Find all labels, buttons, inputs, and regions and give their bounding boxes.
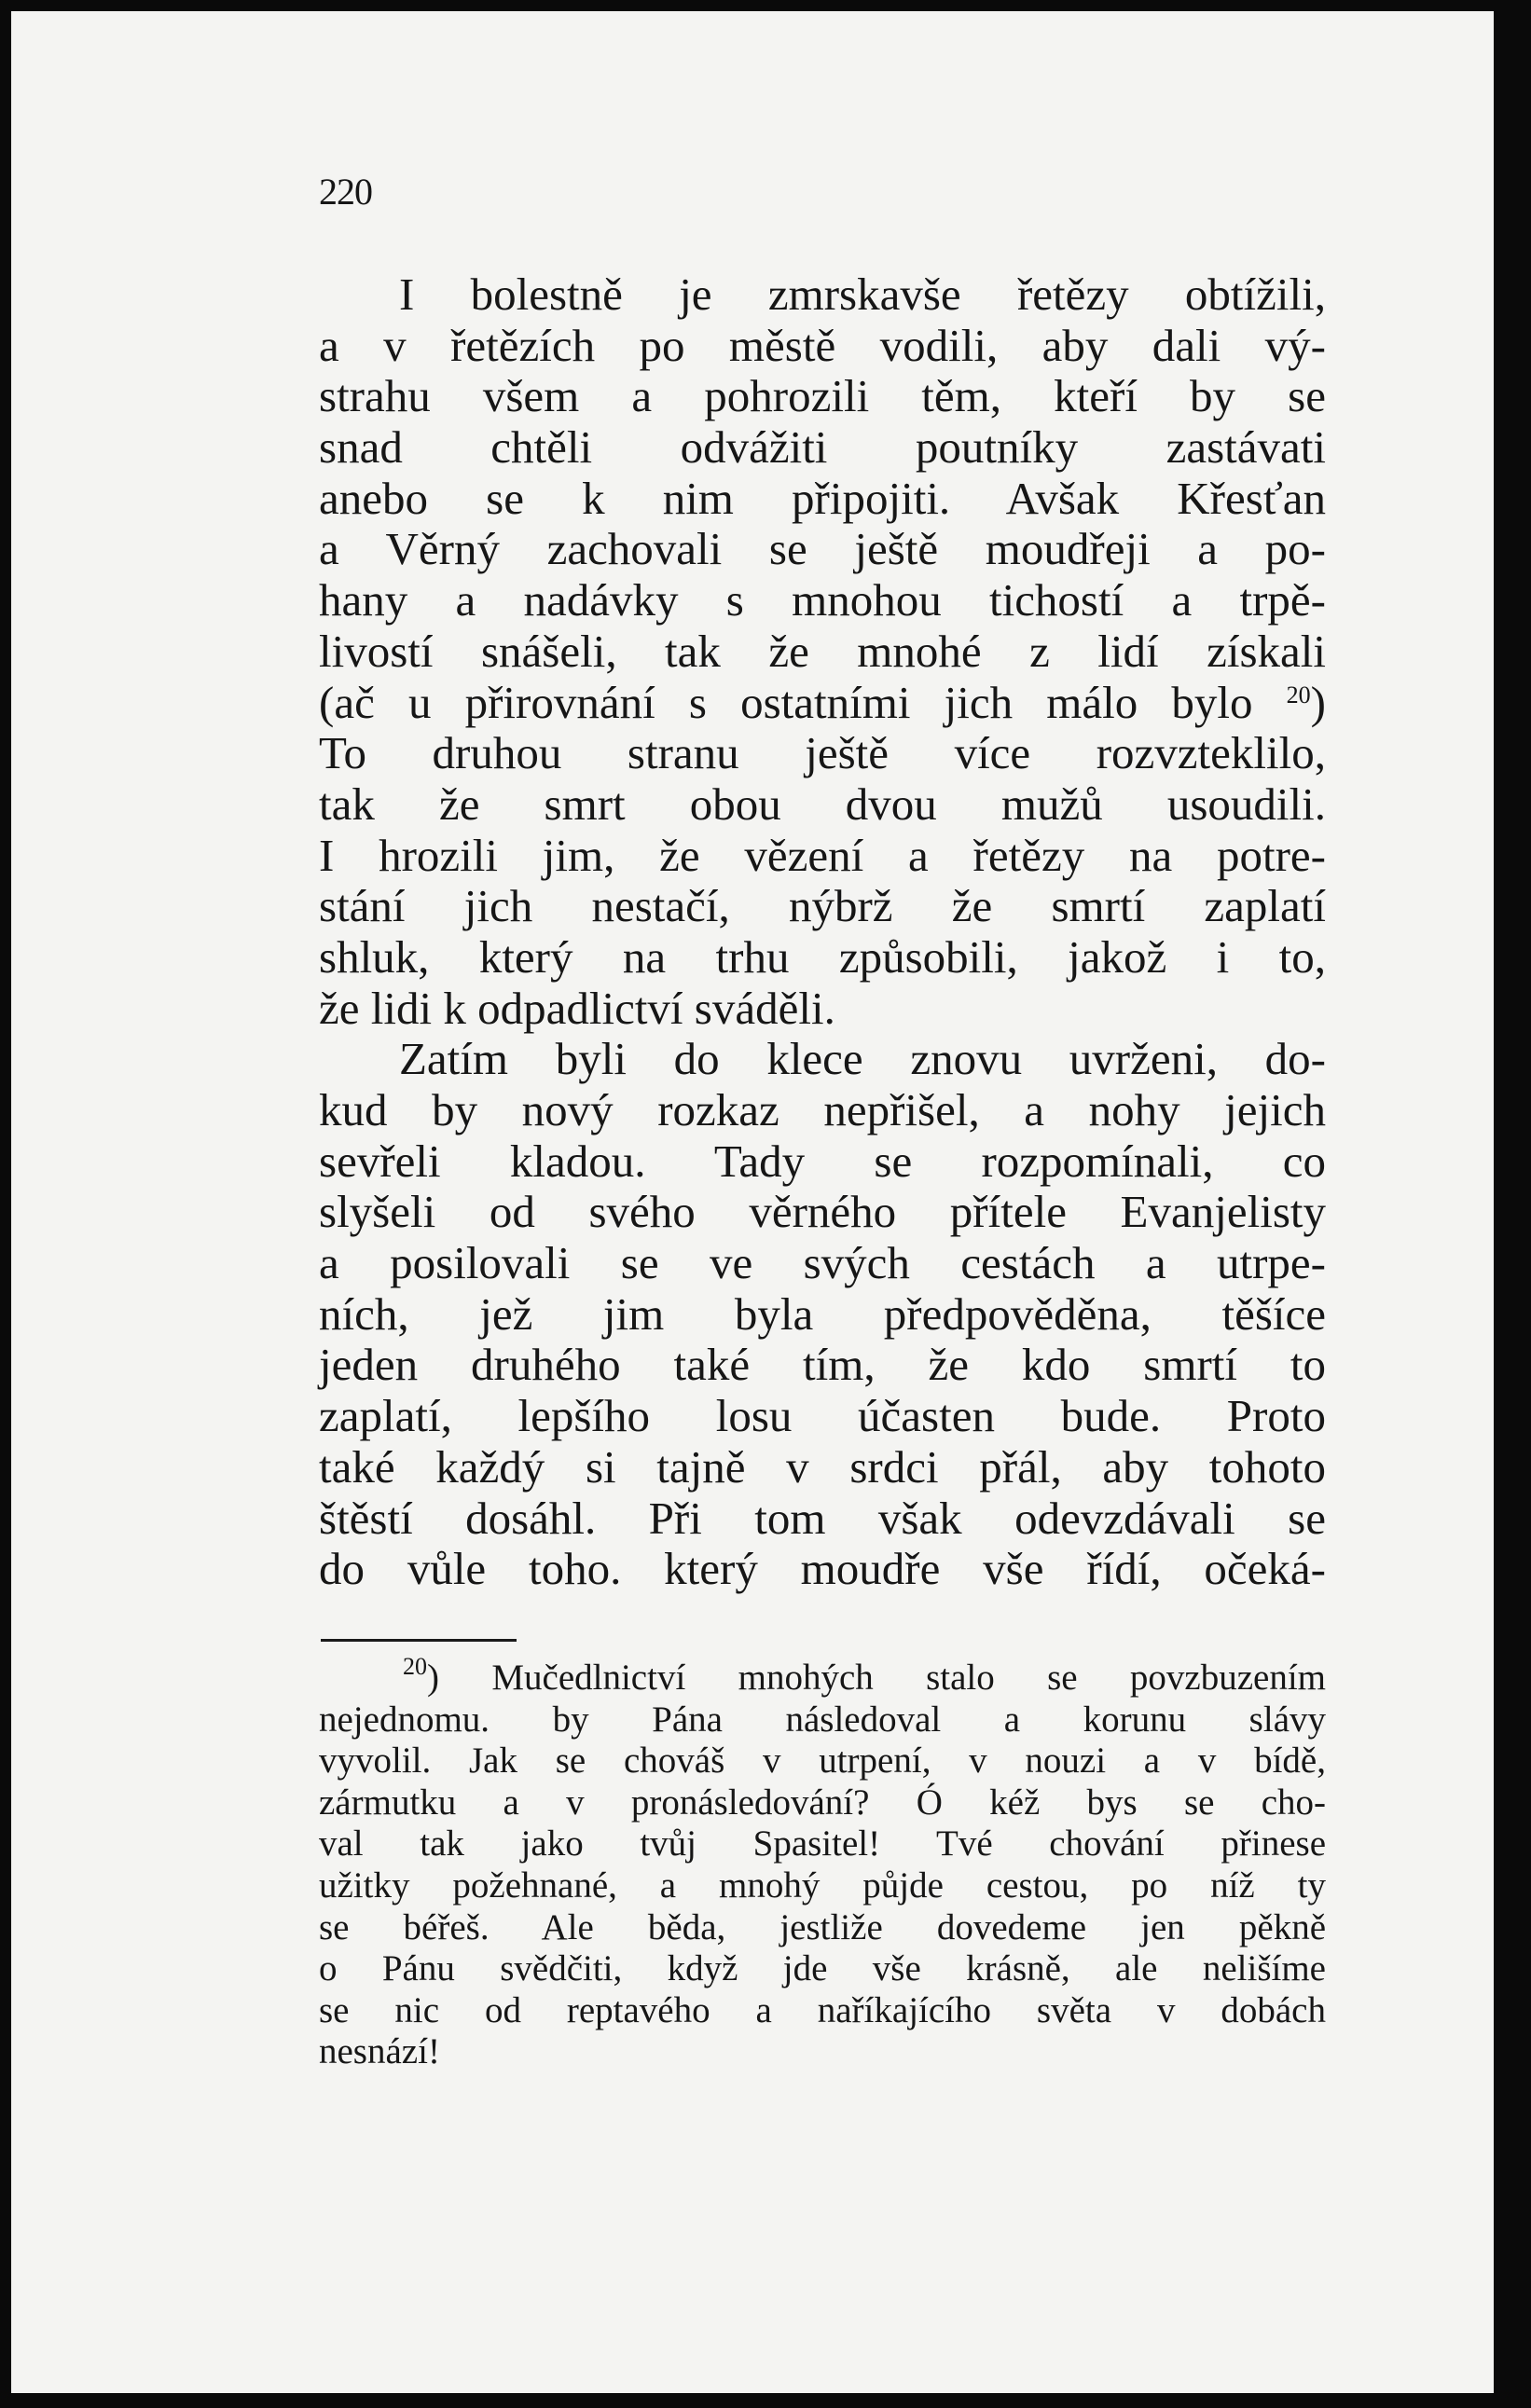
footnote-line: nesnází! bbox=[319, 2031, 440, 2072]
text-line: a Věrný zachovali se ještě moudřeji a po- bbox=[319, 523, 1326, 575]
footnote-line-first bbox=[319, 1653, 1327, 1699]
text-line: také každý si tajně v srdci přál, aby tohoto bbox=[319, 1440, 1326, 1493]
text-line: To druhou stranu ještě více rozvzteklilo, bbox=[319, 727, 1326, 779]
text-line: zaplatí, lepšího losu účasten bude. Proto bbox=[319, 1390, 1326, 1442]
page-number: 220 bbox=[319, 171, 372, 213]
text-line: stání jich nestačí, nýbrž že smrtí zaplatí bbox=[319, 880, 1326, 932]
text-line: ních, jež jim byla předpověděna, těšíce bbox=[319, 1287, 1326, 1340]
book-page bbox=[11, 11, 1494, 2393]
text-line: do vůle toho. který moudře vše řídí, očeká- bbox=[319, 1543, 1326, 1595]
text-line: a posilovali se ve svých cestách a utrpe- bbox=[319, 1237, 1326, 1289]
text-line: Zatím byli do klece znovu uvrženi, do- bbox=[399, 1033, 1326, 1085]
footnote-divider bbox=[321, 1639, 517, 1642]
text-line: a v řetězích po městě vodili, aby dali vý- bbox=[319, 319, 1326, 371]
footnote-line-content: Mučedlnictví mnohých stalo se povzbuzením bbox=[491, 1658, 1327, 1698]
text-line: shluk, který na trhu způsobili, jakož i to, bbox=[319, 930, 1326, 983]
text-line: I bolestně je zmrskavše řetězy obtížili, bbox=[399, 268, 1326, 320]
footnote-line: vyvolil. Jak se chováš v utrpení, v nouzi a v bídě, bbox=[319, 1741, 1326, 1782]
footnote-reference: 20 bbox=[1286, 681, 1311, 709]
main-text bbox=[319, 269, 1326, 1595]
footnotes bbox=[319, 1653, 1327, 2073]
text-line: že lidi k odpadlictví sváděli. bbox=[319, 982, 835, 1034]
footnote-marker: 20 bbox=[403, 1653, 427, 1680]
footnote-line: val tak jako tvůj Spasitel! Tvé chování přinese bbox=[319, 1823, 1326, 1864]
text-line: hany a nadávky s mnohou tichostí a trpě- bbox=[319, 574, 1326, 626]
text-line: snad chtěli odvážiti poutníky zastávati bbox=[319, 421, 1326, 474]
footnote-marker-close: ) bbox=[427, 1658, 439, 1698]
text-line: štěstí dosáhl. Při tom však odevzdávali se bbox=[319, 1492, 1326, 1544]
footnote-line: užitky požehnané, a mnohý půjde cestou, po níž ty bbox=[319, 1864, 1326, 1906]
text-line: kud by nový rozkaz nepřišel, a nohy jejich bbox=[319, 1084, 1326, 1135]
footnote-reference-close: ) bbox=[1310, 676, 1326, 728]
footnote-line: se béřeš. Ale běda, jestliže dovedeme jen pěkně bbox=[319, 1906, 1326, 1947]
text-line: sevřeli kladou. Tady se rozpomínali, co bbox=[319, 1135, 1326, 1187]
text-line: tak že smrt obou dvou mužů usoudili. bbox=[319, 777, 1326, 830]
text-line-content: (ač u přirovnání s ostatními jich málo bylo bbox=[319, 676, 1253, 728]
text-line-with-footnote-ref bbox=[319, 678, 1326, 729]
text-line: livostí snášeli, tak že mnohé z lidí získali bbox=[319, 625, 1326, 677]
footnote-line: se nic od reptavého a naříkajícího světa v dobách bbox=[319, 1989, 1326, 2030]
footnote-line: nejednomu. by Pána následoval a korunu slávy bbox=[319, 1699, 1326, 1740]
footnote-line: zármutku a v pronásledování? Ó kéž bys se cho- bbox=[319, 1782, 1326, 1823]
footnote-line: o Pánu svědčiti, když jde vše krásně, ale nelišíme bbox=[319, 1948, 1326, 1989]
text-line: I hrozili jim, že vězení a řetězy na potre- bbox=[319, 829, 1326, 881]
text-line: slyšeli od svého věrného přítele Evanjelisty bbox=[319, 1186, 1326, 1238]
text-line: strahu všem a pohrozili těm, kteří by se bbox=[319, 370, 1326, 422]
text-line: anebo se k nim připojiti. Avšak Křesťan bbox=[319, 472, 1326, 524]
text-line: jeden druhého také tím, že kdo smrtí to bbox=[319, 1339, 1326, 1391]
